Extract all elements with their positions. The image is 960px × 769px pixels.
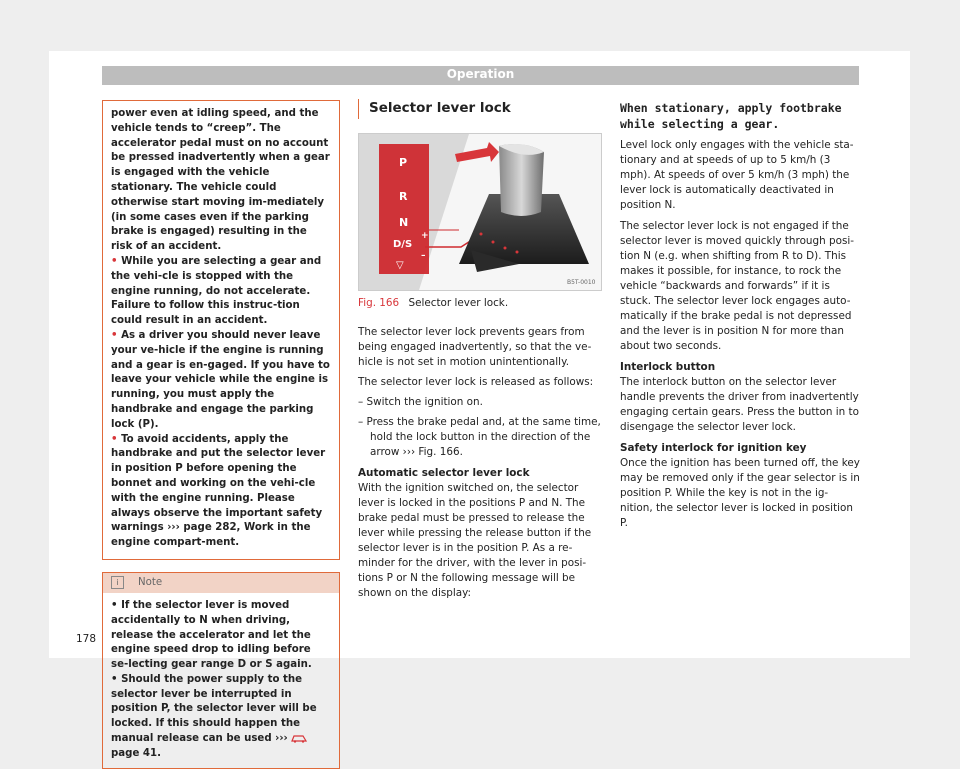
warning-text: power even at idling speed, and the vehicle tends to “creep”. The accelerator pedal must on no account be pressed inadvertently when a gear is engaged with the vehicle stationary. The vehicle could otherwise start moving im-mediately (in some cases even if the parking brake is engaged) resulting in the risk of an accident. xyxy=(111,108,330,253)
auto-lock-heading: Automatic selector lever lock xyxy=(358,467,530,479)
step-item: – Switch the ignition on. xyxy=(358,396,483,408)
selector-lever-illustration xyxy=(359,134,601,290)
section-title: Selector lever lock xyxy=(358,99,606,119)
header-bar xyxy=(102,66,859,85)
interlock-text: The interlock button on the selector lever handle prevents the driver from inadvertently engaging certain gears. Press the button in to disengage the selector lever lock. xyxy=(620,376,859,433)
page-number: 178 xyxy=(76,633,97,645)
gear-label-plus: + xyxy=(421,231,429,241)
gear-label-p: P xyxy=(399,156,408,169)
gear-label-triangle: ▽ xyxy=(396,260,404,271)
note-body xyxy=(103,593,339,768)
interlock-heading: Interlock button xyxy=(620,361,716,373)
gear-label-n: N xyxy=(399,216,409,229)
figure-caption-text: Selector lever lock. xyxy=(408,297,509,309)
note-item: • If the selector lever is moved accidentally to N when driving, release the accelerator and let the engine speed drop to idling before se-lecting gear range D or S again. xyxy=(111,599,312,671)
intro-paragraph: The selector lever lock prevents gears from being engaged inadvertently, so that the ve-hicle is not set in motion unintentionally. xyxy=(358,326,592,368)
bullet-icon: • xyxy=(111,433,118,445)
step-item: – Press the brake pedal and, at the same time, hold the lock button in the direction of the arrow ››› Fig. 166. xyxy=(358,416,601,458)
bullet-icon: • xyxy=(111,329,118,341)
left-column xyxy=(102,100,340,769)
gear-label-minus: – xyxy=(421,251,426,261)
auto-lock-text: With the ignition switched on, the selector lever is locked in the positions P and N. The brake pedal must be pressed to release the lever while pressing the release button if the selector lever is in the position P. As a re-minder for the driver, with the lever in posi-tions P or N the following message will be shown on the display: xyxy=(358,482,592,599)
warning-box xyxy=(102,100,340,560)
display-message: When stationary, apply footbrake while selecting a gear. xyxy=(620,101,842,131)
gear-label-r: R xyxy=(399,190,408,203)
safety-interlock-heading: Safety interlock for ignition key xyxy=(620,442,807,454)
bullet-icon: • xyxy=(111,599,118,611)
safety-interlock-text: Once the ignition has been turned off, the key may be removed only if the gear selector is in position P. While the key is not in the ig-nition, the selector lever is locked in position P. xyxy=(620,457,860,529)
middle-column xyxy=(358,100,606,606)
note-item: • Should the power supply to the selector lever be interrupted in position P, the selector lever will be locked. If this should happen the manual release can be used ››› page 41. xyxy=(111,673,317,759)
note-box xyxy=(102,572,340,769)
page-header-title: Operation xyxy=(446,67,515,81)
warning-bullet: • While you are selecting a gear and the vehi-cle is stopped with the engine running, do not accelerate. Failure to follow this instruc-tion could result in an accident. xyxy=(111,255,322,327)
page-reference-link[interactable]: page 41. xyxy=(111,747,161,759)
info-icon: i xyxy=(111,576,124,589)
note-header xyxy=(103,573,339,593)
gear-label-ds: D/S xyxy=(393,239,413,250)
figure-code: B5T-0010 xyxy=(567,279,596,286)
right-paragraph-2: The selector lever lock is not engaged if the selector lever is moved quickly through posi-tion N (e.g. when shifting from R to D). This makes it possible, for instance, to rock the vehicle “backwards and forwards” if it is stuck. The selector lever lock engages auto-matically if the brake pedal is not depressed and the lever is in position N for more than about two seconds. xyxy=(620,220,854,352)
bullet-icon: • xyxy=(111,673,118,685)
selector-lever-figure xyxy=(358,133,602,291)
figure-caption xyxy=(358,296,606,311)
bullet-icon: • xyxy=(111,255,118,267)
car-warning-icon xyxy=(291,733,307,743)
right-paragraph-1: Level lock only engages with the vehicle sta-tionary and at speeds of up to 5 km/h (3 mph). At speeds of over 5 km/h (3 mph) the lever lock is automatically deactivated in position N. xyxy=(620,139,854,211)
right-column xyxy=(620,100,860,537)
note-title: Note xyxy=(138,576,163,588)
middle-body xyxy=(358,325,606,601)
released-intro: The selector lever lock is released as follows: xyxy=(358,376,594,388)
warning-bullet: • As a driver you should never leave your ve-hicle if the engine is running and a gear is en-gaged. If you have to leave your vehicle while the engine is running, you must apply the handbrake and engage the parking lock (P). xyxy=(111,329,330,430)
figure-label: Fig. 166 xyxy=(358,297,400,309)
page-reference-link[interactable]: ››› page 282, Work in the engine compart-ment. xyxy=(111,522,311,549)
warning-bullet: • To avoid accidents, apply the handbrake and put the selector lever in position P before opening the bonnet and working on the vehi-cle with the engine running. Please always observe the important safety warnings ››› page 282, Work in the engine compart-ment. xyxy=(111,433,326,549)
